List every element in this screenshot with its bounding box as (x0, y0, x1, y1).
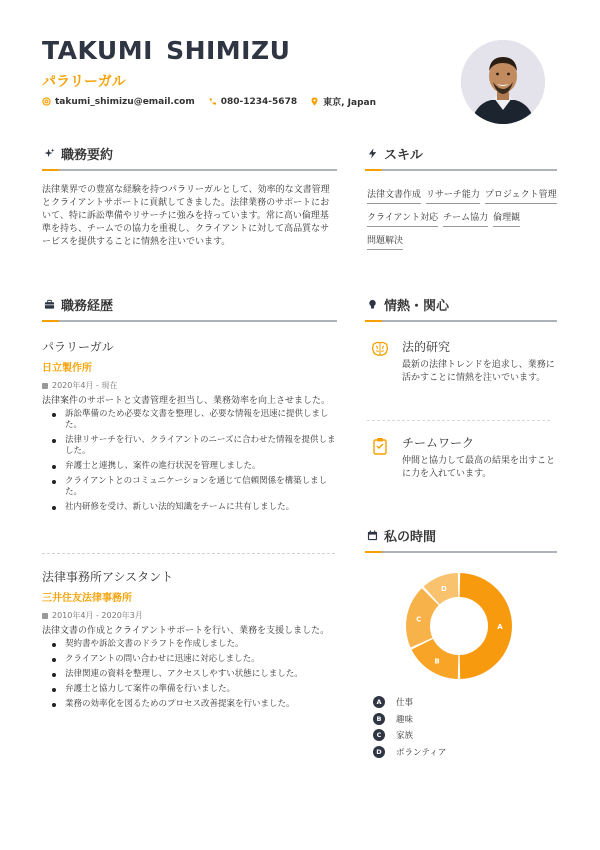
job-bullet: クライアントとのコミュニケーションを通じて信頼関係を構築しました。 (52, 476, 337, 498)
job-bullet: 業務の効率化を図るためのプロセス改善提案を行いました。 (52, 699, 337, 710)
job-bullet: 弁護士と連携し、案件の進行状況を管理しました。 (52, 461, 337, 472)
legend-badge: C (373, 729, 385, 741)
avatar (461, 40, 545, 124)
candidate-role: パラリーガル (42, 74, 126, 90)
time-title: 私の時間 (384, 530, 437, 545)
job-bullet: 弁護士と協力して案件の準備を行いました。 (52, 684, 337, 695)
job-title: パラリーガル (42, 340, 114, 354)
donut-label-c: C (416, 615, 422, 624)
passion-description: 最新の法律トレンドを追求し、業務に活かすことに情熱を注いでいます。 (402, 360, 555, 383)
job-description: 法律文書の作成とクライアントサポートを行い、業務を支援しました。 (42, 626, 330, 636)
summary-text: 法律業界での豊富な経験を持つパラリーガルとして、効率的な文書管理とクライアントサポートに貢献してきました。法律業務のサポートにおいて、特に訴訟準備やリサーチに強みを持っています。常に高い倫理基準を持ち、チームでの協力を重視し、クライアントに対して高品質なサービスを提供することに情熱を注いでいます。 (42, 185, 330, 247)
passions-divider (365, 320, 557, 322)
skills-divider (365, 169, 557, 171)
job-bullet: 法律関連の資料を整理し、アクセスしやすい状態にしました。 (52, 669, 337, 680)
legend-item (373, 744, 446, 761)
time-divider (365, 551, 557, 553)
legend-item (373, 711, 446, 728)
contact-email[interactable] (42, 97, 195, 107)
location-pin-icon (310, 97, 319, 106)
job-date-text: 2010年4月 - 2020年3月 (52, 611, 143, 620)
job-bullet: 社内研修を受け、新しい法的知識をチームに共有しました。 (52, 502, 337, 513)
section-title-skills (367, 144, 423, 163)
chart-legend (373, 694, 446, 760)
job-company: 日立製作所 (42, 363, 92, 374)
job-date-text: 2020年4月 - 現在 (52, 381, 118, 390)
briefcase-icon (44, 299, 55, 310)
email-text: takumi_shimizu@email.com (55, 96, 195, 107)
legend-label: 家族 (396, 731, 414, 742)
skill-tag: 倫理観 (493, 212, 520, 227)
passion-divider (367, 420, 550, 421)
legend-item (373, 694, 446, 711)
passion-item (367, 434, 557, 481)
candidate-name: TAKUMI SHIMIZU (42, 36, 291, 65)
phone-icon (208, 97, 217, 106)
section-title-time (367, 526, 436, 545)
contact-phone[interactable] (208, 97, 297, 107)
job-bullet: 法律リサーチを行い、クライアントのニーズに合わせた情報を提供しました。 (52, 435, 337, 457)
job-bullet: 契約書や訴訟文書のドラフトを作成しました。 (52, 639, 337, 650)
skills-title: スキル (384, 148, 423, 163)
legend-badge: B (373, 713, 385, 725)
lightbulb-icon (367, 299, 378, 310)
legend-label: ボランティア (396, 747, 447, 758)
experience-divider (42, 320, 337, 322)
job-description: 法律案件のサポートと文書管理を担当し、業務効率を向上させました。 (42, 396, 331, 406)
donut-label-d: D (441, 584, 447, 593)
job-divider (42, 553, 335, 554)
passion-description: 仲間と協力して最高の結果を出すことに力を入れています。 (402, 456, 556, 479)
skill-tag: リサーチ能力 (426, 189, 480, 204)
skill-tag: 法律文書作成 (367, 189, 421, 204)
skill-tag: チーム協力 (443, 212, 488, 227)
passion-title: チームワーク (402, 436, 475, 450)
donut-slice-a (460, 573, 512, 679)
calendar-icon (42, 613, 48, 619)
donut-label-a: A (497, 623, 503, 631)
job-bullet: 訴訟準備のため必要な文書を整理し、必要な情報を迅速に提供しました。 (52, 409, 337, 431)
sparkle-icon (44, 148, 55, 159)
passion-item (367, 338, 557, 385)
legend-badge: A (373, 696, 385, 708)
brain-icon (371, 340, 389, 358)
legend-label: 仕事 (396, 698, 414, 709)
contact-location (310, 95, 376, 108)
job-date (42, 610, 337, 621)
legend-item (373, 727, 446, 744)
at-icon (42, 97, 51, 106)
lightning-icon (367, 148, 378, 159)
summary-title: 職務要約 (61, 148, 114, 163)
location-text: 東京, Japan (323, 98, 376, 108)
job-title: 法律事務所アシスタント (42, 570, 174, 584)
section-title-passions (367, 295, 449, 314)
job-bullets (42, 409, 337, 513)
job-entry (42, 568, 337, 714)
phone-text: 080-1234-5678 (220, 96, 298, 107)
clipboard-icon (371, 437, 389, 455)
job-bullet: クライアントの問い合わせに迅速に対応しました。 (52, 654, 337, 665)
passion-title: 法的研究 (402, 340, 451, 354)
legend-badge: D (373, 746, 385, 758)
calendar-icon (42, 383, 48, 389)
summary-divider (42, 169, 337, 171)
section-title-experience (44, 295, 113, 314)
skill-tag: 問題解決 (367, 235, 403, 250)
skill-tag: プロジェクト管理 (485, 189, 557, 204)
legend-label: 趣味 (396, 714, 414, 725)
contact-info (42, 95, 376, 108)
passions-title: 情熱・関心 (384, 299, 450, 314)
job-entry (42, 338, 337, 517)
time-donut-chart (404, 571, 514, 681)
job-bullets (42, 639, 337, 710)
skills-list (367, 189, 557, 250)
section-title-summary (44, 144, 113, 163)
skill-tag: クライアント対応 (367, 212, 438, 227)
calendar-icon (367, 530, 378, 541)
job-company: 三井住友法律事務所 (42, 593, 132, 604)
job-date (42, 380, 337, 391)
donut-label-b: B (434, 657, 440, 666)
experience-title: 職務経歴 (61, 299, 114, 314)
